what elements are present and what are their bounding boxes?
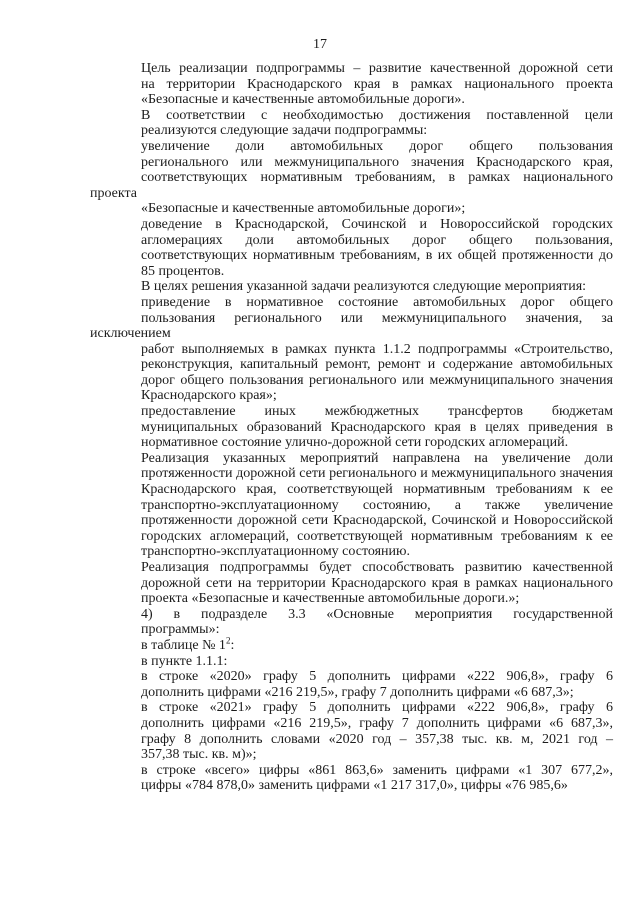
text-line: доведение в Краснодарской, Сочинской и Новороссийской городских bbox=[141, 216, 613, 232]
text-line: на территории Краснодарского края в рамках национального проекта bbox=[141, 76, 613, 92]
text-line: Краснодарского края, соответствующей нормативным требованиям к ее bbox=[141, 482, 613, 498]
text-line: графу 8 дополнить словами «2020 год – 357,38 тыс. кв. м, 2021 год – bbox=[141, 731, 613, 747]
text-line: В целях решения указанной задачи реализуются следующие мероприятия: bbox=[141, 279, 587, 295]
text-line: регионального или межмуниципального значения Краснодарского края, bbox=[141, 154, 613, 170]
paragraph-p15 bbox=[90, 763, 613, 794]
text-line: протяженности дорожной сети Краснодарской, Сочинской и Новороссийской bbox=[141, 513, 613, 529]
paragraph-p10 bbox=[90, 607, 613, 638]
paragraph-p9 bbox=[90, 560, 613, 607]
paragraph-p5 bbox=[90, 279, 613, 295]
text-line: дорожной сети на территории Краснодарского края в рамках национального bbox=[141, 575, 613, 591]
paragraph-p7 bbox=[90, 404, 613, 451]
text-line: дополнить цифрами «216 219,5», графу 7 дополнить цифрами «6 687,3»; bbox=[141, 684, 574, 700]
text-line: в строке «2021» графу 5 дополнить цифрами «222 906,8», графу 6 bbox=[141, 700, 613, 716]
text-line: транспортно-эксплуатационному состоянию, а также увеличение bbox=[141, 497, 613, 513]
text-line: 357,38 тыс. кв. м)»; bbox=[141, 747, 257, 763]
text-tail: : bbox=[230, 637, 235, 653]
text-line: в пункте 1.1.1: bbox=[141, 653, 228, 669]
text-line: цифры «784 878,0» заменить цифрами «1 217 317,0», цифры «76 985,6» bbox=[141, 778, 568, 794]
text-line: муниципальных образований Краснодарского края в целях приведения в bbox=[141, 419, 613, 435]
text-line: в строке «2020» графу 5 дополнить цифрами «222 906,8», графу 6 bbox=[141, 669, 613, 685]
text-line: городских агломераций, соответствующей нормативным требованиям к ее bbox=[141, 528, 613, 544]
paragraph-p8 bbox=[90, 451, 613, 560]
text-line: в таблице № $1^2$: bbox=[141, 635, 235, 653]
paragraph-p14 bbox=[90, 700, 613, 762]
text-line: агломерациях доли автомобильных дорог общего пользования, bbox=[141, 232, 613, 248]
text-line: дорог общего пользования регионального или межмуниципального значения bbox=[141, 372, 613, 388]
text-line: соответствующих нормативным требованиям, в рамках национального проекта bbox=[90, 170, 613, 201]
text-line: в строке «всего» цифры «861 863,6» заменить цифрами «1 307 677,2», bbox=[141, 762, 613, 778]
text-line: транспортно-эксплуатационному состоянию. bbox=[141, 544, 411, 560]
text-line: соответствующих нормативным требованиям, в их общей протяженности до bbox=[141, 248, 613, 264]
paragraph-p11 bbox=[90, 635, 613, 654]
text-line: В соответствии с необходимостью достижения поставленной цели bbox=[141, 107, 613, 123]
paragraph-p1 bbox=[90, 61, 613, 108]
text-line: реконструкция, капитальный ремонт, ремонт и содержание автомобильных bbox=[141, 357, 613, 373]
paragraph-p4 bbox=[90, 217, 613, 279]
text-line: Цель реализации подпрограммы – развитие качественной дорожной сети bbox=[141, 61, 613, 76]
text-line: дополнить цифрами «216 219,5», графу 7 дополнить цифрами «6 687,3», bbox=[141, 715, 613, 731]
text-line: Реализация подпрограммы будет способствовать развитию качественной bbox=[141, 560, 613, 575]
footnote-marker: 2 bbox=[225, 635, 231, 646]
paragraph-p12 bbox=[90, 654, 613, 670]
text-line: увеличение доли автомобильных дорог общего пользования bbox=[141, 138, 613, 154]
text-line: предоставление иных межбюджетных трансфертов бюджетам bbox=[141, 404, 613, 420]
text-line: пользования регионального или межмуниципального значения, за исключением bbox=[90, 310, 613, 342]
text-line: приведение в нормативное состояние автомобильных дорог общего bbox=[141, 294, 613, 310]
paragraph-p13 bbox=[90, 669, 613, 700]
paragraph-p2 bbox=[90, 108, 613, 139]
text-line: работ выполняемых в рамках пункта 1.1.2 подпрограммы «Строительство, bbox=[141, 341, 613, 357]
text-line: программы»: bbox=[141, 622, 220, 638]
text-line: реализуются следующие задачи подпрограммы: bbox=[141, 123, 428, 139]
text-line: проекта «Безопасные и качественные автомобильные дороги.»; bbox=[141, 591, 520, 607]
paragraph-p6 bbox=[90, 295, 613, 404]
page-number: 17 bbox=[313, 37, 327, 52]
text-line: «Безопасные и качественные автомобильные дороги». bbox=[141, 92, 465, 108]
text-line: нормативное состояние улично-дорожной сети городских агломераций. bbox=[141, 435, 569, 451]
text-line: Реализация указанных мероприятий направлена на увеличение доли bbox=[141, 450, 613, 466]
text-line: 4) в подразделе 3.3 «Основные мероприятия государственной bbox=[141, 606, 613, 622]
paragraph-p3 bbox=[90, 139, 613, 217]
text-line: протяженности дорожной сети регионального и межмуниципального значения bbox=[141, 466, 613, 482]
text-line: «Безопасные и качественные автомобильные дороги»; bbox=[141, 201, 466, 217]
text-line: 85 процентов. bbox=[141, 263, 225, 279]
text-line: Краснодарского края»; bbox=[141, 388, 277, 404]
document-body bbox=[90, 61, 613, 794]
